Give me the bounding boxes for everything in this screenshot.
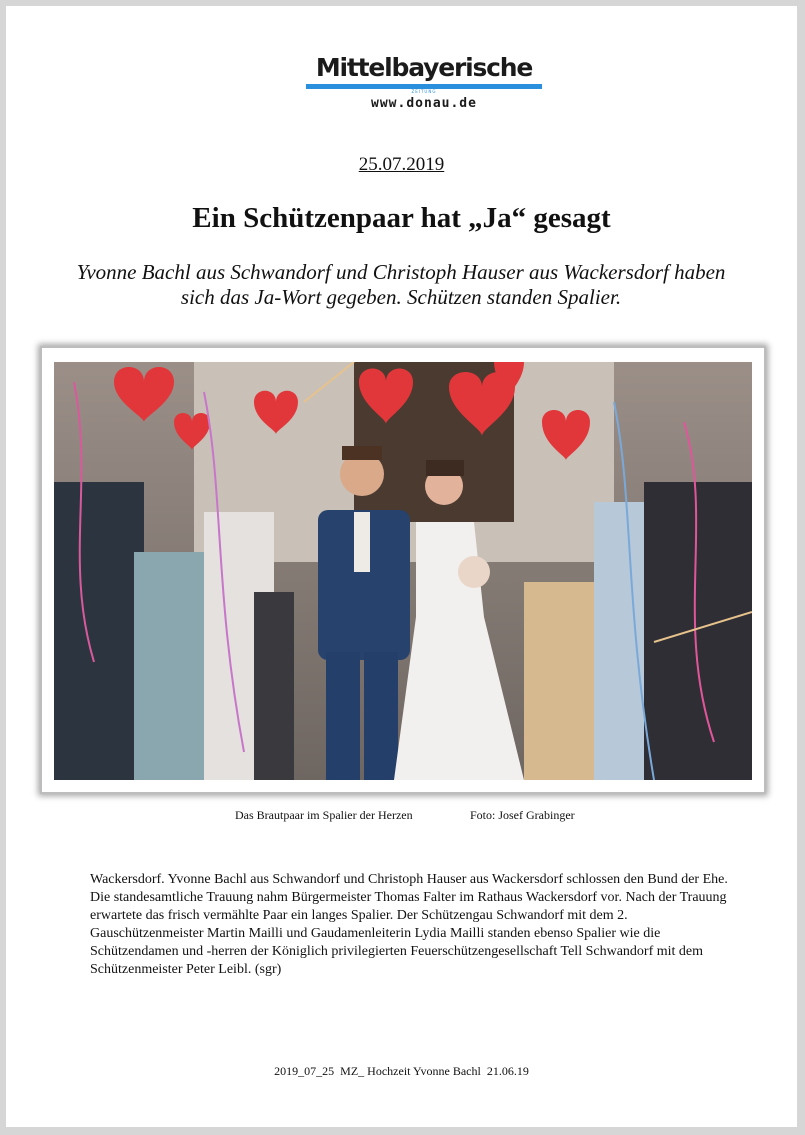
article-body: Wackersdorf. Yvonne Bachl aus Schwandorf und Christoph Hauser aus Wackersdorf schlossen den Bund der Ehe. Die standesamtliche Trauung nahm Bürgermeister Thomas Falter im Rathaus Wackersdorf vor. Nach der Trauung erwartete das frisch vermählte Paar ein langes Spalier. Der Schützengau Schwandorf mit dem 2. Gauschützenmeister Martin Mailli und Gaudamenleiterin Lydia Mailli standen ebenso Spalier wie die Schützendamen und -herren der Königlich privilegierten Feuerschützengesellschaft Tell Schwandorf mit dem Schützenmeister Peter Leibl. (sgr) bbox=[90, 872, 728, 977]
photo-credit: Foto: Josef Grabinger bbox=[470, 808, 575, 822]
photo-frame bbox=[42, 348, 764, 792]
article-date: 25.07.2019 bbox=[358, 154, 445, 175]
document-page bbox=[6, 6, 797, 1127]
logo-subline: ZEITUNG bbox=[411, 89, 437, 94]
footer-reference: 2019_07_25 MZ_ Hochzeit Yvonne Bachl 21.06.19 bbox=[274, 1064, 529, 1078]
wedding-photo bbox=[54, 362, 752, 780]
photo-caption: Das Brautpaar im Spalier der Herzen bbox=[235, 808, 413, 822]
logo-title: Mittelbayerische bbox=[315, 53, 533, 82]
article-date-row bbox=[6, 154, 797, 176]
logo-url: www.donau.de bbox=[371, 96, 477, 111]
subtitle: Yvonne Bachl aus Schwandorf und Christoph Hauser aus Wackersdorf haben sich das Ja-Wort gegeben. Schützen standen Spalier. bbox=[76, 260, 726, 309]
newspaper-logo bbox=[306, 54, 542, 111]
headline: Ein Schützenpaar hat „Ja“ gesagt bbox=[192, 202, 611, 234]
